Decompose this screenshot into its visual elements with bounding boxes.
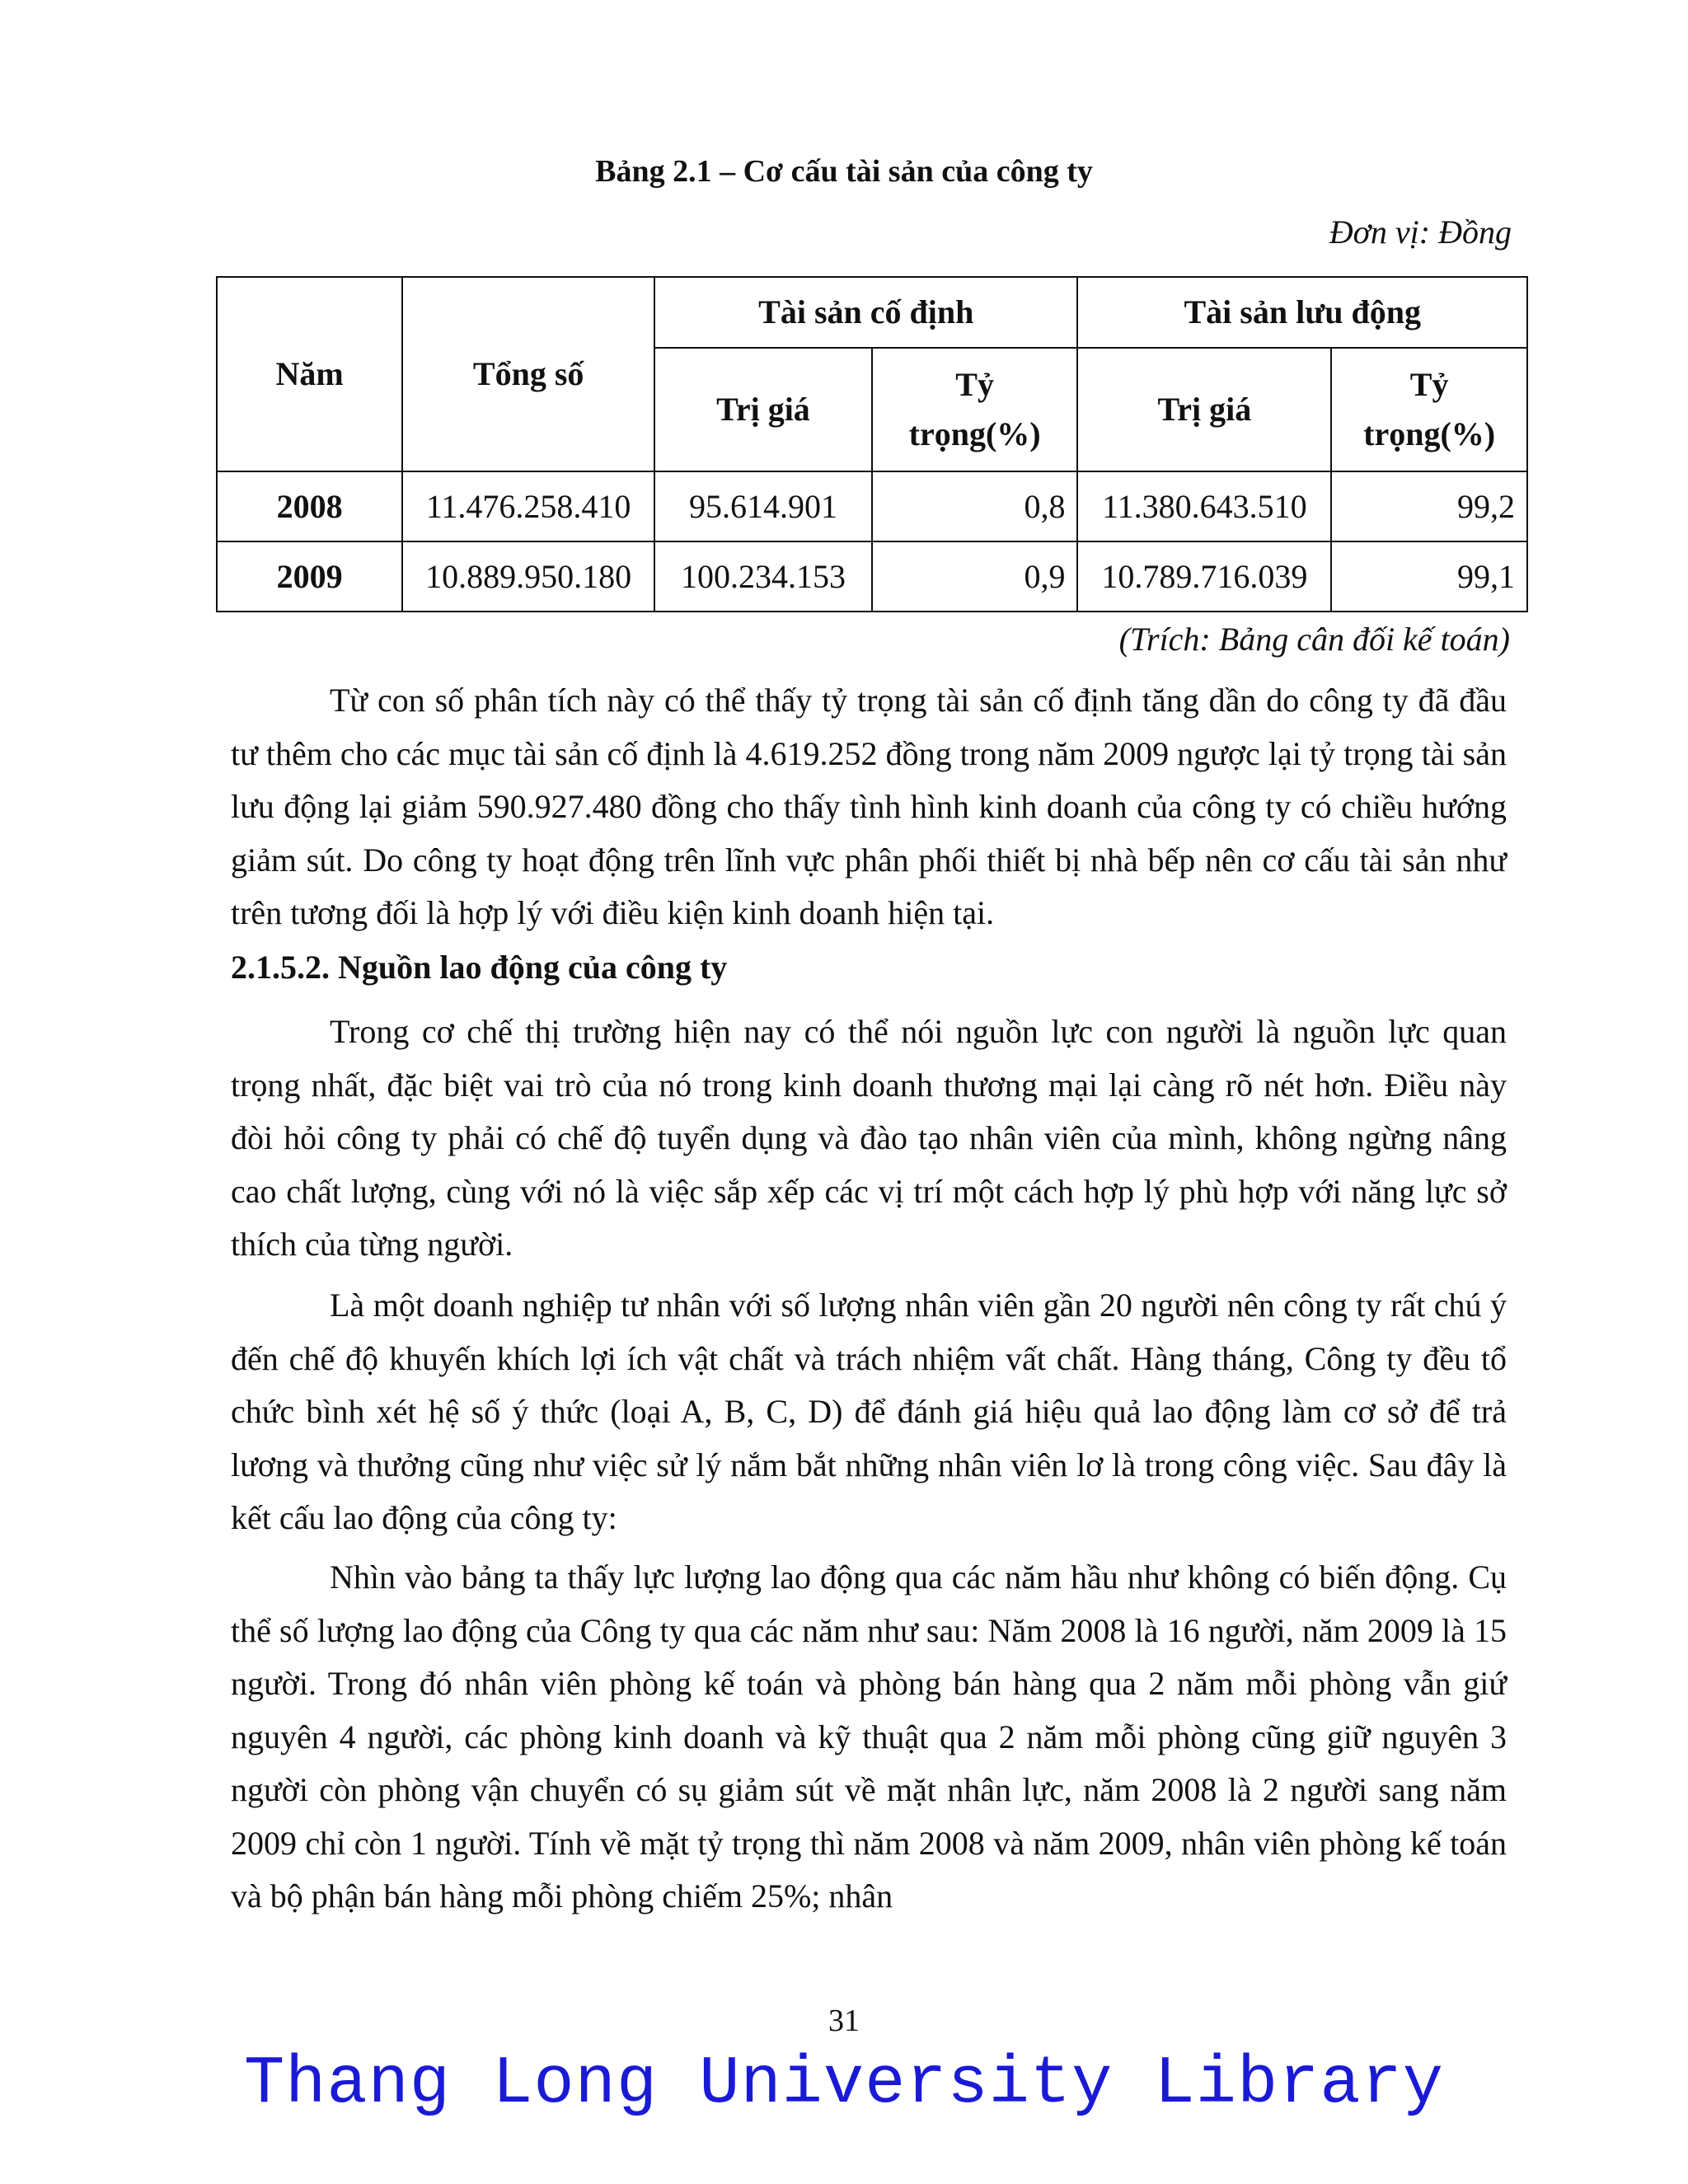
cell-fixed-value: 100.234.153 <box>654 541 872 612</box>
header-fixed-ratio-line1: Tỷ <box>955 366 994 403</box>
paragraph-labor-structure <box>231 1551 1507 1924</box>
table-row <box>217 541 1527 612</box>
cell-current-value: 11.380.643.510 <box>1077 471 1331 541</box>
cell-year: 2008 <box>217 471 402 541</box>
cell-current-ratio: 99,1 <box>1331 541 1527 612</box>
header-year: Năm <box>217 277 402 471</box>
page-number: 31 <box>828 2004 860 2038</box>
cell-current-ratio: 99,2 <box>1331 471 1527 541</box>
header-fixed-value: Trị giá <box>654 348 872 471</box>
paragraph-text: Từ con số phân tích này có thể thấy tỷ trọng tài sản cố định tăng dần do công ty đã đầu tư thêm cho các mục tài sản cố định là 4.619.252 đồng trong năm 2009 ngược lại tỷ trọng tài sản lưu động lại giảm 590.927.480 đồng cho thấy tình hình kinh doanh của công ty có chiều hướng giảm sút. Do công ty hoạt động trên lĩnh vực phân phối thiết bị nhà bếp nên cơ cấu tài sản như trên tương đối là hợp lý với điều kiện kinh doanh hiện tại. <box>231 682 1507 931</box>
header-fixed-assets: Tài sản cố định <box>654 277 1077 348</box>
header-current-ratio-line1: Tỷ <box>1409 366 1449 403</box>
cell-fixed-ratio: 0,9 <box>872 541 1078 612</box>
header-current-value: Trị giá <box>1077 348 1331 471</box>
paragraph-text: Trong cơ chế thị trường hiện nay có thể nói nguồn lực con người là nguồn lực quan trọng nhất, đặc biệt vai trò của nó trong kinh doanh thương mại lại càng rõ nét hơn. Điều này đòi hỏi công ty phải có chế độ tuyển dụng và đào tạo nhân viên của mình, không ngừng nâng cao chất lượng, cùng với nó là việc sắp xếp các vị trí một cách hợp lý phù hợp với năng lực sở thích của từng người. <box>231 1013 1507 1263</box>
paragraph-asset-analysis <box>231 674 1507 940</box>
header-fixed-ratio <box>872 348 1078 471</box>
paragraph-private-enterprise <box>231 1279 1507 1545</box>
library-footer: Thang Long University Library <box>243 2046 1445 2122</box>
table-source: (Trích: Bảng cân đối kế toán) <box>1118 621 1510 658</box>
header-current-ratio <box>1331 348 1527 471</box>
cell-current-value: 10.789.716.039 <box>1077 541 1331 612</box>
header-fixed-ratio-line2: trọng(%) <box>908 415 1041 452</box>
cell-fixed-ratio: 0,8 <box>872 471 1078 541</box>
header-current-ratio-line2: trọng(%) <box>1363 415 1496 452</box>
header-total: Tổng số <box>402 277 654 471</box>
table-header-row-1 <box>217 277 1527 348</box>
paragraph-text: Là một doanh nghiệp tư nhân với số lượng nhân viên gần 20 người nên công ty rất chú ý đến chế độ khuyến khích lợi ích vật chất và trách nhiệm vất chất. Hàng tháng, Công ty đều tổ chức bình xét hệ số ý thức (loại A, B, C, D) để đánh giá hiệu quả lao động làm cơ sở để trả lương và thưởng cũng như việc sử lý nắm bắt những nhân viên lơ là trong công việc. Sau đây là kết cấu lao động của công ty: <box>231 1286 1507 1536</box>
cell-year: 2009 <box>217 541 402 612</box>
paragraph-text: Nhìn vào bảng ta thấy lực lượng lao động qua các năm hầu như không có biến động. Cụ thể số lượng lao động của Công ty qua các năm như sau: Năm 2008 là 16 người, năm 2009 là 15 người. Trong đó nhân viên phòng kế toán và phòng bán hàng qua 2 năm mỗi phòng vẫn giứ nguyên 4 người, các phòng kinh doanh và kỹ thuật qua 2 năm mỗi phòng cũng giữ nguyên 3 người còn phòng vận chuyển có sụ giảm sút về mặt nhân lực, năm 2008 là 2 người sang năm 2009 chỉ còn 1 người. Tính về mặt tỷ trọng thì năm 2008 và năm 2009, nhân viên phòng kế toán và bộ phận bán hàng mỗi phòng chiếm 25%; nhân <box>231 1558 1507 1915</box>
table-title: Bảng 2.1 – Cơ cấu tài sản của công ty <box>595 154 1093 189</box>
cell-total: 11.476.258.410 <box>402 471 654 541</box>
cell-fixed-value: 95.614.901 <box>654 471 872 541</box>
paragraph-human-resources <box>231 1005 1507 1272</box>
header-current-assets: Tài sản lưu động <box>1077 277 1527 348</box>
table-unit: Đơn vị: Đồng <box>1329 213 1512 251</box>
table-row <box>217 471 1527 541</box>
section-heading: 2.1.5.2. Nguồn lao động của công ty <box>231 949 728 986</box>
cell-total: 10.889.950.180 <box>402 541 654 612</box>
asset-structure-table <box>216 276 1528 612</box>
